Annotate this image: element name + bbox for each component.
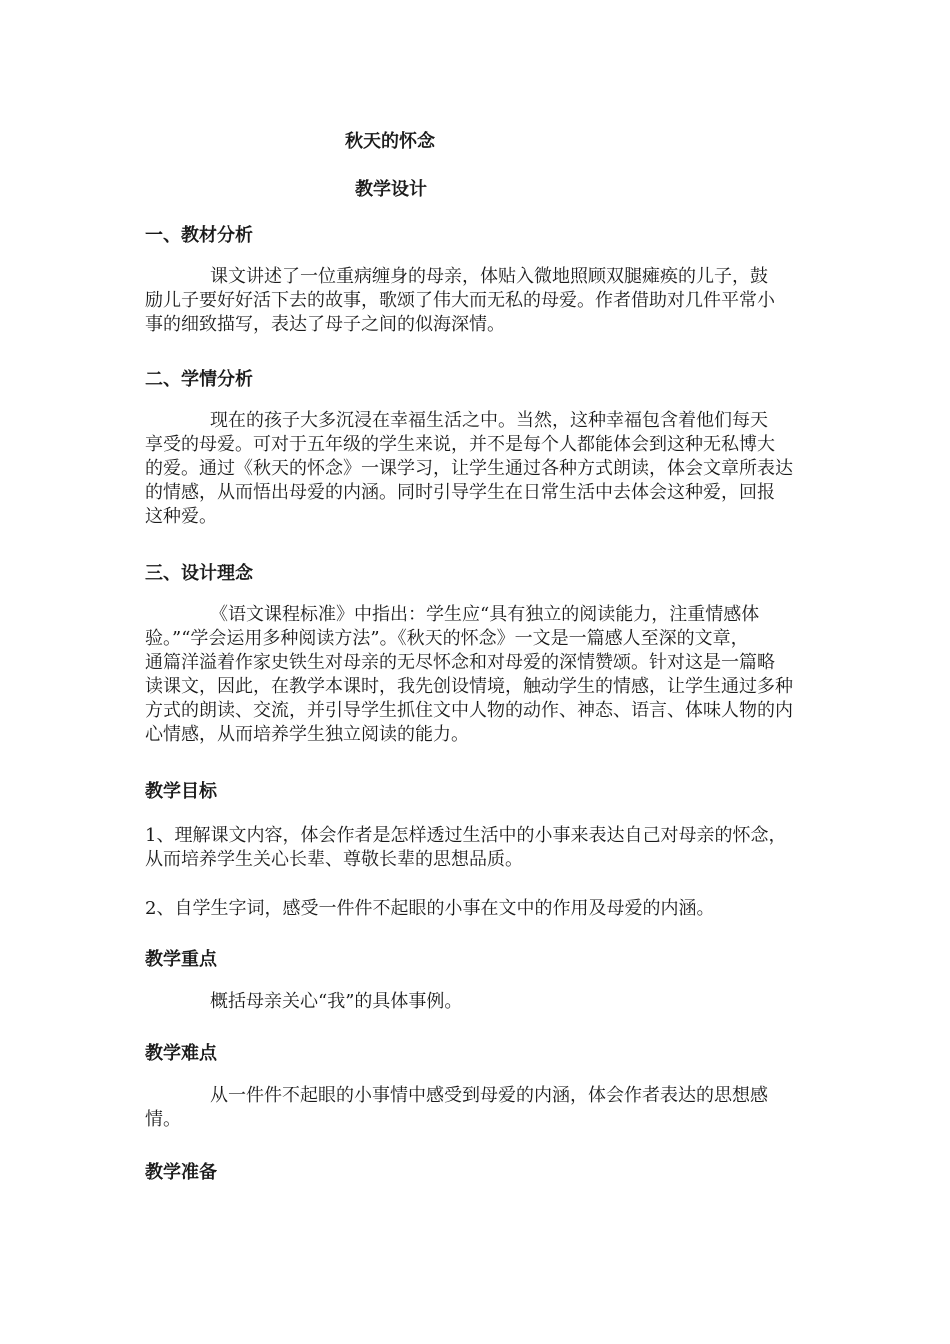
section-heading-textbook-analysis: 一、教材分析 <box>145 225 253 246</box>
section-body-textbook-analysis <box>145 265 810 337</box>
section-body-difficult-points <box>145 1084 810 1132</box>
section-heading-student-analysis: 二、学情分析 <box>145 369 253 390</box>
section-heading-teaching-goals: 教学目标 <box>145 781 217 802</box>
paragraph-line: 从一件件不起眼的小事情中感受到母爱的内涵，体会作者表达的思想感 <box>210 1085 768 1106</box>
paragraph-line: 从而培养学生关心长辈、尊敬长辈的思想品质。 <box>145 849 523 870</box>
paragraph-line: 这种爱。 <box>145 506 217 527</box>
paragraph-line: 的爱。通过《秋天的怀念》一课学习，让学生通过各种方式朗读，体会文章所表达 <box>145 458 793 479</box>
document-subtitle: 教学设计 <box>355 179 427 200</box>
paragraph-line: 概括母亲关心“我”的具体事例。 <box>210 991 463 1012</box>
section-body-student-analysis <box>145 409 810 529</box>
section-body-design-concept <box>145 603 810 747</box>
paragraph-line: 课文讲述了一位重病缠身的母亲，体贴入微地照顾双腿瘫痪的儿子，鼓 <box>210 266 768 287</box>
teaching-goal-item-1 <box>145 824 810 872</box>
section-heading-preparation: 教学准备 <box>145 1162 217 1183</box>
section-heading-difficult-points: 教学难点 <box>145 1043 217 1064</box>
paragraph-line: 心情感，从而培养学生独立阅读的能力。 <box>145 724 469 745</box>
document-title: 秋天的怀念 <box>345 131 435 152</box>
paragraph-line: 励儿子要好好活下去的故事，歌颂了伟大而无私的母爱。作者借助对几件平常小 <box>145 290 775 311</box>
section-heading-design-concept: 三、设计理念 <box>145 563 253 584</box>
paragraph-line: 方式的朗读、交流，并引导学生抓住文中人物的动作、神态、语言、体味人物的内 <box>145 700 793 721</box>
paragraph-line: 1、理解课文内容，体会作者是怎样透过生活中的小事来表达自己对母亲的怀念， <box>145 825 787 846</box>
paragraph-line: 验。”“学会运用多种阅读方法”。《秋天的怀念》一文是一篇感人至深的文章， <box>145 628 749 649</box>
paragraph-line: 现在的孩子大多沉浸在幸福生活之中。当然，这种幸福包含着他们每天 <box>210 410 768 431</box>
paragraph-line: 《语文课程标准》中指出：学生应“具有独立的阅读能力，注重情感体 <box>210 604 760 625</box>
section-heading-key-points: 教学重点 <box>145 949 217 970</box>
paragraph-line: 2、自学生字词，感受一件件不起眼的小事在文中的作用及母爱的内涵。 <box>145 898 715 919</box>
paragraph-line: 情。 <box>145 1109 181 1130</box>
teaching-goal-item-2 <box>145 897 810 921</box>
paragraph-line: 事的细致描写，表达了母子之间的似海深情。 <box>145 314 505 335</box>
paragraph-line: 的情感，从而悟出母爱的内涵。同时引导学生在日常生活中去体会这种爱，回报 <box>145 482 775 503</box>
paragraph-line: 享受的母爱。可对于五年级的学生来说，并不是每个人都能体会到这种无私博大 <box>145 434 775 455</box>
paragraph-line: 通篇洋溢着作家史铁生对母亲的无尽怀念和对母爱的深情赞颂。针对这是一篇略 <box>145 652 775 673</box>
section-body-key-points <box>145 990 810 1014</box>
paragraph-line: 读课文，因此，在教学本课时，我先创设情境，触动学生的情感，让学生通过多种 <box>145 676 793 697</box>
